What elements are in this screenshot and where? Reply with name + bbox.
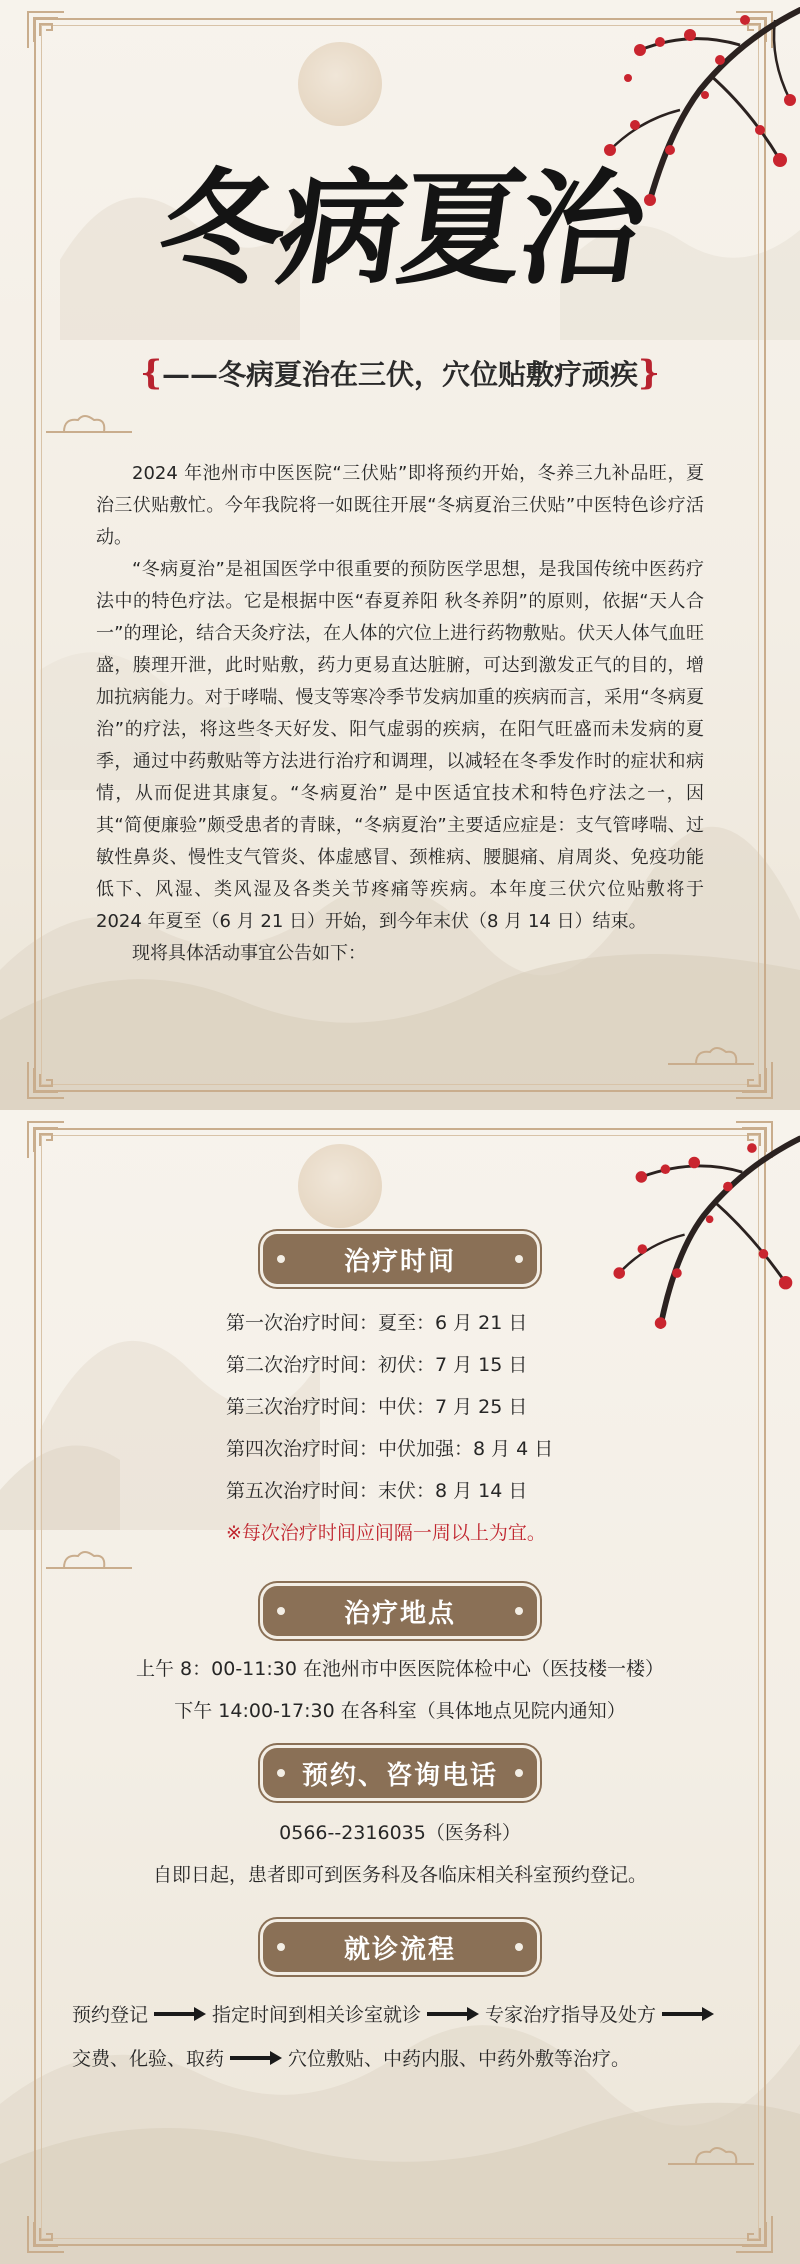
schedule-item: 第四次治疗时间：中伏加强：8 月 4 日 (226, 1438, 554, 1460)
schedule-item: 第二次治疗时间：初伏：7 月 15 日 (226, 1354, 528, 1376)
intro-paragraph: 现将具体活动事宜公告如下： (132, 943, 366, 964)
intro-text (96, 458, 704, 970)
process-heading (263, 1922, 537, 1972)
subtitle-text: ——冬病夏治在三伏，穴位贴敷疗顽疾 (161, 358, 638, 391)
intro-panel (0, 0, 800, 1110)
arrow-right-icon (662, 2007, 714, 2021)
corner-fret-bottom-left (26, 2214, 66, 2254)
location-heading-text: 治疗地点 (343, 1598, 456, 1629)
arrow-right-icon (230, 2051, 282, 2065)
process-heading-text: 就诊流程 (343, 1934, 456, 1965)
schedule-note: ※每次治疗时间应间隔一周以上为宜。 (226, 1522, 546, 1544)
process-row (72, 2000, 732, 2027)
schedule-item: 第五次治疗时间：末伏：8 月 14 日 (226, 1480, 528, 1502)
contact-phone: 0566--2316035（医务科） (279, 1822, 521, 1844)
corner-fret-bottom-left (26, 1060, 66, 1100)
process-step: 穴位敷贴、中药内服、中药外敷等治疗。 (288, 2048, 631, 2070)
subtitle-brace-left: { (140, 353, 162, 393)
process-step: 指定时间到相关诊室就诊 (212, 2004, 422, 2026)
details-panel (0, 1110, 800, 2264)
location-item: 下午 14:00-17:30 在各科室（具体地点见院内通知） (174, 1700, 626, 1722)
plum-blossom-branch (550, 1110, 800, 1340)
cloud-ornament-right (666, 2142, 756, 2168)
arrow-right-icon (154, 2007, 206, 2021)
schedule-item: 第一次治疗时间：夏至：6 月 21 日 (226, 1312, 528, 1334)
cloud-ornament-right (666, 1042, 756, 1068)
subtitle-brace-right: } (638, 353, 660, 393)
process-row (72, 2044, 732, 2071)
page-subtitle (0, 353, 800, 393)
location-item: 上午 8：00-11:30 在池州市中医医院体检中心（医技楼一楼） (136, 1658, 664, 1680)
location-heading (263, 1586, 537, 1636)
process-step: 预约登记 (72, 2004, 149, 2026)
contact-heading (263, 1748, 537, 1798)
contact-text: 自即日起，患者即可到医务科及各临床相关科室预约登记。 (152, 1864, 647, 1886)
intro-paragraph: “冬病夏治”是祖国医学中很重要的预防医学思想，是我国传统中医药疗法中的特色疗法。它是根据中医“春夏养阳 秋冬养阴”的原则，依据“天人合一”的理论，结合天灸疗法，在人体的穴位上进行药物敷贴。伏天人体气血旺盛，腠理开泄，此时贴敷，药力更易直达脏腑，可达到激发正气的目的，增加抗病能力。对于哮喘、慢支等寒冷季节发病加重的疾病而言，采用“冬病夏治”的疗法，将这些冬天好发、阳气虚弱的疾病，在阳气旺盛而未发病的夏季，通过中药敷贴等方法进行治疗和调理，以减轻在冬季发作时的症状和病情，从而促进其康复。“冬病夏治” 是中医适宜技术和特色疗法之一，因其“简便廉验”颇受患者的青睐，“冬病夏治”主要适应症是：支气管哮喘、过敏性鼻炎、慢性支气管炎、体虚感冒、颈椎病、腰腿痛、肩周炎、免疫功能低下、风湿、类风湿及各类关节疼痛等疾病。本年度三伏穴位贴敷将于 2024 年夏至（6 月 21 日）开始，到今年末伏（8 月 14 日）结束。 (96, 559, 704, 932)
process-step: 专家治疗指导及处方 (485, 2004, 657, 2026)
cloud-ornament-left (44, 1546, 134, 1572)
schedule-item: 第三次治疗时间：中伏：7 月 25 日 (226, 1396, 528, 1418)
schedule-heading (263, 1234, 537, 1284)
arrow-right-icon (427, 2007, 479, 2021)
corner-fret-top-left (26, 10, 66, 50)
cloud-ornament-left (44, 410, 134, 436)
contact-heading-text: 预约、咨询电话 (301, 1760, 498, 1791)
schedule-heading-text: 治疗时间 (343, 1246, 456, 1277)
intro-paragraph: 2024 年池州市中医医院“三伏贴”即将预约开始，冬养三九补品旺，夏治三伏贴敷忙。今年我院将一如既往开展“冬病夏治三伏贴”中医特色诊疗活动。 (96, 463, 704, 548)
corner-fret-bottom-right (734, 2214, 774, 2254)
page-title: 冬病夏治 (149, 157, 651, 302)
corner-fret-top-left (26, 1120, 66, 1160)
process-step: 交费、化验、取药 (72, 2048, 225, 2070)
